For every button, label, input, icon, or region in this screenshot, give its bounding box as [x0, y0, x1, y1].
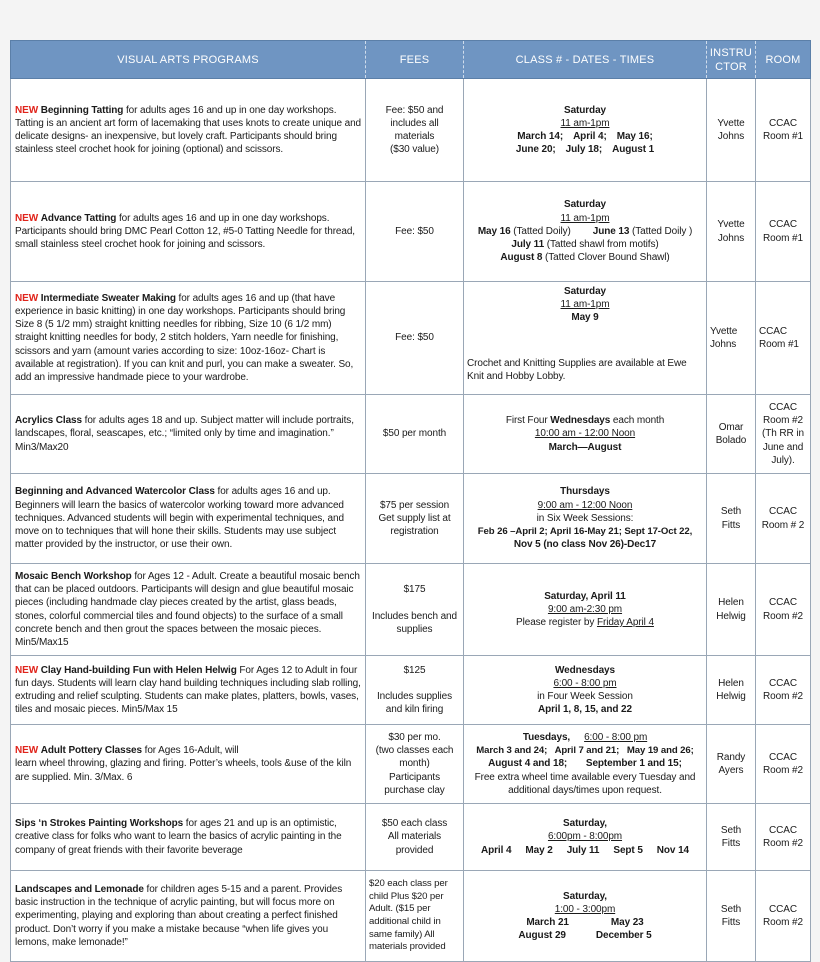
class-time: 1:00 - 3:00pm [554, 903, 616, 915]
class-day: Saturday [564, 104, 606, 116]
room-line: Room #2 [763, 765, 803, 776]
fee-line: Fee: $50 [395, 332, 434, 344]
fee-cell [366, 395, 464, 474]
table-row [11, 656, 811, 725]
instructor-last: Johns [717, 131, 745, 142]
program-desc: for adults ages 16 and up. Beginners will learn the basics of watercolor working toward more advanced techniques. Advanced students will begin with experimental techniques, and move on to techniques that will hone their skills. Students may use subject matter provided by the instructor, or use their own. [15, 486, 344, 551]
program-title: Advance Tatting [40, 212, 117, 224]
fee-line: Adult. ($15 per [369, 903, 431, 915]
fee-line: and kiln firing [385, 704, 444, 716]
class-time: 6:00 - 8:00 pm [584, 731, 648, 743]
program-desc: for adults ages 16 and up in one day workshops. Tatting is an ancient art form of lacemaking that uses knots to create unique and delicate designs- an inexpensive, but lovely craft. Participants should bring stainless steel crochet hook for joining (optional) and scissors. [15, 104, 361, 156]
instructor-first: Omar [718, 421, 744, 433]
room-cell [756, 871, 811, 962]
fee-line: same family) All [369, 928, 435, 940]
dates-cell [464, 182, 707, 282]
class-date: May 23 [610, 917, 644, 928]
table-row [11, 474, 811, 564]
fee-line: provided [395, 844, 434, 856]
program-title: Sips ‘n Strokes Painting Workshops [15, 818, 184, 830]
class-dates: March 3 and 24; April 7 and 21; May 19 and 26; [476, 745, 694, 757]
instructor-cell [707, 474, 756, 564]
program-description [11, 395, 366, 474]
room-line: Room #2 [763, 917, 803, 928]
fee-cell [366, 804, 464, 871]
class-date: July 18; [565, 144, 603, 156]
instructor-last: Bolado [715, 435, 747, 446]
fee-cell [366, 871, 464, 962]
program-description [11, 804, 366, 871]
class-day: Saturday [564, 286, 606, 297]
class-day: Saturday [564, 199, 606, 211]
room-line: CCAC [769, 824, 797, 836]
room-line: Room #2 [763, 610, 803, 622]
class-day-prefix: First Four [505, 415, 551, 427]
class-date: April 4; [573, 131, 607, 142]
instructor-last: Johns [710, 339, 737, 350]
table-header-row [11, 41, 811, 79]
fee-line: purchase clay [384, 784, 445, 796]
fee-line: (two classes each [375, 745, 454, 757]
instructor-first: Yvette [717, 219, 745, 231]
fee-line: Participants [388, 771, 441, 783]
session-note: (Tatted Doily) [510, 225, 571, 237]
instructor-last: Fitts [721, 838, 741, 849]
table-row [11, 804, 811, 871]
room-line: Room #2 [763, 691, 803, 702]
instructor-cell [707, 395, 756, 474]
program-desc: learn wheel throwing, glazing and firing. Potter’s wheels, tools &use of the kiln are supplied. Min. 3/Max. 6 [15, 758, 352, 783]
room-line: CCAC [769, 117, 797, 129]
class-day: Saturday, April 11 [544, 590, 626, 602]
program-title: Mosaic Bench Workshop [15, 570, 132, 582]
instructor-cell [707, 282, 756, 395]
visual-arts-programs-table [10, 40, 811, 962]
table-row [11, 79, 811, 182]
program-description [11, 79, 366, 182]
class-time: 10:00 am - 12:00 Noon [534, 428, 636, 440]
instructor-cell [707, 804, 756, 871]
program-description [11, 725, 366, 804]
class-dates: Nov 5 (no class Nov 26)-Dec17 [513, 539, 657, 551]
fee-line: Includes bench and [372, 610, 457, 622]
instructor-first: Seth [720, 506, 742, 518]
fee-cell [366, 474, 464, 564]
program-title: Landscapes and Lemonade [15, 883, 144, 895]
fee-cell [366, 656, 464, 725]
instructor-first: Randy [716, 751, 746, 763]
fee-line: materials provided [369, 941, 446, 953]
header-instructor-line2: CTOR [715, 60, 747, 73]
room-line: July). [771, 454, 795, 466]
fee-cell [366, 564, 464, 656]
dates-cell [464, 804, 707, 871]
room-cell [756, 182, 811, 282]
session-date: August 8 [500, 252, 543, 264]
room-line: CCAC [769, 597, 797, 609]
session-note: (Tatted Clover Bound Shawl) [542, 252, 670, 264]
fee-line: ($30 value) [390, 144, 439, 156]
room-line: June and [762, 441, 804, 453]
instructor-cell [707, 871, 756, 962]
program-description [11, 564, 366, 656]
instructor-first: Helen [718, 597, 744, 609]
room-line: CCAC [769, 401, 797, 413]
fee-line: $75 per session [379, 499, 450, 511]
room-line: CCAC [769, 219, 797, 231]
fee-line: $20 each class per [369, 878, 448, 890]
fee-line: additional child in [369, 916, 441, 927]
program-title: Acrylics Class [15, 415, 82, 427]
fee-line: includes all [390, 117, 439, 129]
class-date: March—August [548, 441, 622, 453]
program-desc: for adults ages 16 and up (that have experience in basic knitting) in one day workshops. Participants should bring Size 8 (5 1/2 mm) straight knitting needles for ribbing, Size 10 (6 1/2 mm) straight knitting needles for body, 2 stitch holders, Yarn needle for finishing, scissors and yarn (amount varies according to size: 10oz-16oz- Chart is available at registration). If you can knit and purl, you can make a sweater. So, add an impressive handmade piece to your wardrobe. [15, 292, 354, 383]
fee-line: $50 each class [381, 818, 448, 830]
register-note: Please register by [516, 617, 597, 629]
instructor-last: Fitts [721, 519, 741, 531]
new-badge: NEW [15, 664, 39, 676]
fee-line: $175 [403, 584, 426, 596]
session-date: June 13 [592, 225, 630, 237]
fee-line: Fee: $50 [395, 225, 434, 237]
fee-cell [366, 79, 464, 182]
fee-line: All materials [387, 831, 442, 843]
session-date: May 16 [477, 225, 511, 237]
dates-cell [464, 395, 707, 474]
fee-line: $125 [403, 664, 426, 676]
session-note: (Tatted Doily ) [629, 225, 693, 237]
fee-line: Get supply list at [378, 512, 451, 524]
fee-cell [366, 182, 464, 282]
register-date: Friday April 4 [596, 617, 654, 629]
class-date: April 1, 8, 15, and 22 [538, 704, 632, 716]
wheel-note: Free extra wheel time available every Tuesday and [474, 771, 696, 783]
program-desc: for Ages 12 - Adult. Create a beautiful mosaic bench that can be placed outdoors. Participants will design and glue beautiful mosaic pieces (including handmade clay pieces created by the artist, glass beads, stones, colorful commercial tiles and found objects) to the surface of a small concrete bench and then grout the spaces between the mosaic pieces. Min5/Max15 [15, 570, 360, 648]
program-title: Clay Hand-building Fun with Helen Helwig [40, 664, 237, 676]
room-cell [756, 395, 811, 474]
new-badge: NEW [15, 745, 39, 757]
fee-line: Fee: $50 and [385, 104, 444, 116]
session-note: (Tatted shawl from motifs) [544, 239, 659, 251]
class-date: July 11 [566, 844, 600, 856]
program-desc: for ages 21 and up is an optimistic, creative class for folks who want to learn the basics of acrylic painting in the company of great friends with their favorite beverage [15, 818, 342, 856]
header-programs: VISUAL ARTS PROGRAMS [11, 41, 366, 79]
class-day: Saturday, [563, 890, 607, 902]
instructor-first: Seth [720, 824, 742, 836]
dates-cell [464, 564, 707, 656]
instructor-last: Ayers [718, 765, 744, 776]
dates-cell [464, 725, 707, 804]
class-date: May 9 [571, 312, 599, 324]
class-day: Wednesdays [555, 664, 615, 676]
room-cell [756, 804, 811, 871]
class-time: 6:00 - 8:00 pm [553, 677, 617, 689]
room-line: Room #1 [763, 131, 803, 142]
new-badge: NEW [15, 104, 39, 116]
instructor-last: Fitts [721, 917, 741, 928]
new-badge: NEW [15, 212, 39, 224]
class-date: December 5 [595, 930, 652, 942]
instructor-first: Yvette [717, 117, 745, 129]
table-row [11, 395, 811, 474]
program-desc: For Ages 12 to Adult in four fun days. Students will learn clay hand building techniques including slab rolling, extruding and relief sculpting. Students can make plates, platters, bowls, vases, tiles and mosaic pieces. Min5/Max 15 [15, 664, 361, 716]
class-time: 9:00 am - 12:00 Noon [537, 499, 633, 511]
new-badge: NEW [15, 292, 39, 304]
class-day: Thursdays [560, 486, 610, 498]
room-line: Room # 2 [761, 519, 805, 531]
instructor-last: Johns [717, 232, 745, 244]
instructor-last: Helwig [716, 691, 746, 702]
class-date: June 20; [515, 144, 556, 156]
room-line: CCAC [769, 903, 797, 915]
fee-line: Includes supplies [376, 691, 452, 702]
header-instructor [707, 41, 756, 79]
fee-line: registration [390, 526, 439, 538]
program-desc: for children ages 5-15 and a parent. Provides basic instruction in the technique of acrylic painting, but will focus more on experimenting, playing and exploring than about creating a perfect finished product. Don’t worry if you make a mistake because “when life gives you lemons, make lemonade!” [15, 883, 343, 948]
program-description [11, 656, 366, 725]
fee-cell [366, 725, 464, 804]
program-description [11, 182, 366, 282]
dates-cell [464, 871, 707, 962]
fee-line: month) [399, 758, 430, 770]
header-dates: CLASS # - DATES - TIMES [464, 41, 707, 79]
fee-cell [366, 282, 464, 395]
program-title: Intermediate Sweater Making [40, 292, 176, 304]
room-line: Room #1 [763, 232, 803, 244]
dates-cell [464, 656, 707, 725]
program-desc: for Ages 16-Adult, will [141, 745, 239, 757]
room-line: Room #2 [763, 415, 803, 427]
class-dates: Feb 26 –April 2; April 16-May 21; Sept 17-Oct 22, [477, 526, 693, 538]
class-time: 11 am-1pm [560, 212, 610, 224]
header-fees: FEES [366, 41, 464, 79]
fee-line: child Plus $20 per [369, 890, 444, 902]
program-description [11, 282, 366, 395]
class-time: 9:00 am-2:30 pm [547, 603, 623, 615]
class-date: March 21 [526, 917, 569, 928]
program-title: Adult Pottery Classes [40, 745, 142, 757]
room-cell [756, 725, 811, 804]
room-line: Room #2 [763, 838, 803, 849]
class-date: August 29 [518, 930, 566, 942]
class-day: Saturday, [563, 818, 607, 830]
dates-cell [464, 474, 707, 564]
room-line: (Th RR in [762, 428, 804, 440]
room-cell [756, 474, 811, 564]
room-cell [756, 282, 811, 395]
class-date: May 2 [525, 844, 553, 856]
session-info: in Four Week Session [537, 691, 633, 702]
instructor-first: Seth [720, 903, 742, 915]
room-line: CCAC [769, 677, 797, 689]
class-day: Tuesdays, [522, 731, 571, 743]
dates-cell [464, 282, 707, 395]
table-row [11, 282, 811, 395]
header-instructor-line1: INSTRU [709, 46, 753, 59]
class-date: Nov 14 [656, 844, 689, 856]
table-row [11, 725, 811, 804]
supply-note: Crochet and Knitting Supplies are available at Ewe Knit and Hobby Lobby. [467, 357, 687, 382]
room-cell [756, 79, 811, 182]
table-row [11, 871, 811, 962]
program-title: Beginning and Advanced Watercolor Class [15, 486, 215, 498]
class-date: August 1 [612, 144, 655, 156]
class-date: March 14; [517, 131, 564, 142]
class-day: Wednesdays [550, 415, 611, 427]
room-line: Room #1 [759, 339, 799, 350]
instructor-first: Helen [718, 677, 744, 689]
instructor-cell [707, 182, 756, 282]
class-time: 6:00pm - 8:00pm [547, 831, 623, 843]
room-line: CCAC [769, 506, 797, 518]
program-desc: for adults ages 16 and up in one day workshops. Participants should bring DMC Pearl Cotton 12, #5-0 Tatting Needle for thread, small stainless steel crochet hook for joining and scissors. [15, 212, 355, 251]
fee-line: materials [394, 131, 435, 142]
program-description [11, 474, 366, 564]
wheel-note: additional days/times upon request. [508, 784, 662, 796]
class-time: 11 am-1pm [560, 117, 610, 129]
instructor-first: Yvette [710, 325, 738, 337]
room-line: CCAC [769, 751, 797, 763]
class-day-suffix: each month [610, 415, 665, 427]
room-cell [756, 564, 811, 656]
program-description [11, 871, 366, 962]
instructor-cell [707, 725, 756, 804]
class-time: 11 am-1pm [560, 299, 610, 311]
session-info: in Six Week Sessions: [536, 512, 634, 524]
fee-line: $50 per month [382, 428, 447, 440]
instructor-last: Helwig [716, 610, 746, 622]
class-dates: August 4 and 18; September 1 and 15; [488, 758, 682, 770]
header-room: ROOM [756, 41, 811, 79]
class-date: May 16; [616, 131, 653, 142]
program-desc: for adults ages 18 and up. Subject matter will include portraits, landscapes, floral, seascapes, etc.; “limited only by time and imagination.” Min3/Max20 [15, 415, 354, 453]
room-line: CCAC [759, 325, 787, 337]
instructor-cell [707, 656, 756, 725]
dates-cell [464, 79, 707, 182]
fee-line: supplies [396, 623, 433, 635]
session-date: July 11 [511, 239, 545, 251]
program-title: Beginning Tatting [40, 104, 124, 116]
class-date: Sept 5 [613, 844, 643, 856]
table-row [11, 564, 811, 656]
class-date: April 4 [480, 844, 512, 856]
table-row [11, 182, 811, 282]
fee-line: $30 per mo. [388, 731, 441, 743]
instructor-cell [707, 564, 756, 656]
room-cell [756, 656, 811, 725]
instructor-cell [707, 79, 756, 182]
